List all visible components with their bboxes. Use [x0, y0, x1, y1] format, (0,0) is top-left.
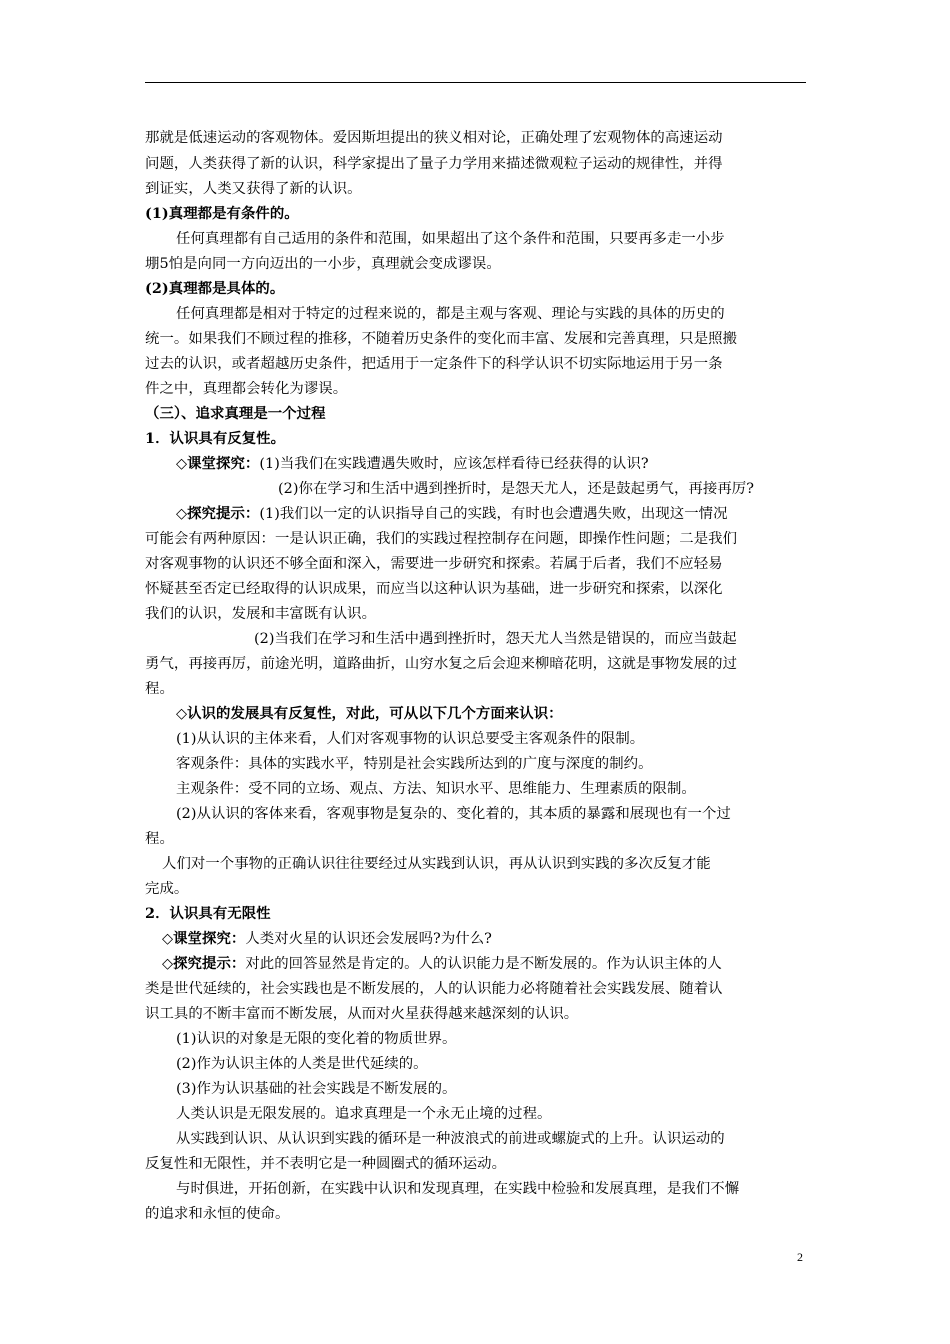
hint-label: ◇探究提示：	[162, 955, 246, 972]
paragraph-line: (1)认识的对象是无限的变化着的物质世界。	[176, 1031, 457, 1047]
inquiry-label: ◇课堂探究：	[176, 455, 260, 472]
paragraph-line: 过去的认识，或者超越历史条件，把适用于一定条件下的科学认识不切实际地运用于另一条	[145, 356, 723, 372]
paragraph-line: 怀疑甚至否定已经取得的认识成果，而应当以这种认识为基础，进一步研究和探索，以深化	[145, 581, 723, 597]
inquiry-question: (2)你在学习和生活中遇到挫折时，是怨天尤人，还是鼓起勇气，再接再厉?	[278, 481, 754, 497]
paragraph-line: 完成。	[145, 881, 189, 897]
paragraph-line: 到证实，人类又获得了新的认识。	[145, 181, 362, 197]
section-heading: (1)真理都是有条件的。	[145, 205, 299, 222]
paragraph-line: (1)从认识的主体来看，人们对客观事物的认识总要受主客观条件的限制。	[176, 731, 645, 747]
paragraph-line: 问题，人类获得了新的认识，科学家提出了量子力学用来描述微观粒子运动的规律性，并得	[145, 156, 723, 172]
paragraph-line: 那就是低速运动的客观物体。爱因斯坦提出的狭义相对论，正确处理了宏观物体的高速运动	[145, 130, 723, 146]
paragraph-line: 程。	[145, 681, 174, 697]
hint-text: 对此的回答显然是肯定的。人的认识能力是不断发展的。作为认识主体的人	[245, 956, 722, 972]
paragraph-line: 反复性和无限性，并不表明它是一种圆圈式的循环运动。	[145, 1156, 507, 1172]
paragraph-line: 从实践到认识、从认识到实践的循环是一种波浪式的前进或螺旋式的上升。认识运动的	[176, 1131, 725, 1147]
paragraph-line: (2)作为认识主体的人类是世代延续的。	[176, 1056, 428, 1072]
paragraph-line: 任何真理都是相对于特定的过程来说的，都是主观与客观、理论与实践的具体的历史的	[176, 306, 725, 322]
paragraph-line: 客观条件：具体的实践水平，特别是社会实践所达到的广度与深度的制约。	[176, 756, 653, 772]
header-rule	[145, 82, 806, 83]
paragraph-line: (2)从认识的客体来看，客观事物是复杂的、变化着的，其本质的暴露和展现也有一个过	[176, 806, 731, 822]
paragraph-line: (3)作为认识基础的社会实践是不断发展的。	[176, 1081, 457, 1097]
paragraph-line: 人类认识是无限发展的。追求真理是一个永无止境的过程。	[176, 1106, 552, 1122]
hint-label: ◇探究提示：	[176, 505, 260, 522]
paragraph-line: 我们的认识，发展和丰富既有认识。	[145, 606, 377, 622]
page-number: 2	[797, 1250, 803, 1264]
paragraph-line: 类是世代延续的，社会实践也是不断发展的，人的认识能力必将随着社会实践发展、随着认	[145, 981, 723, 997]
paragraph-line: 件之中，真理都会转化为谬误。	[145, 381, 348, 397]
section-heading: （三）、追求真理是一个过程	[145, 405, 326, 422]
section-heading: (2)真理都是具体的。	[145, 280, 285, 297]
paragraph-line: 堋5怕是向同一方向迈出的一小步，真理就会变成谬误。	[145, 256, 501, 272]
paragraph-line: 任何真理都有自己适用的条件和范围，如果超出了这个条件和范围，只要再多走一小步	[176, 231, 725, 247]
paragraph-line: 识工具的不断丰富而不断发展，从而对火星获得越来越深刻的认识。	[145, 1006, 579, 1022]
hint-text: (1)我们以一定的认识指导自己的实践，有时也会遭遇失败，出现这一情况	[259, 506, 728, 522]
section-heading: 1．认识具有反复性。	[145, 430, 286, 447]
hint-line	[176, 504, 728, 524]
inquiry-label: ◇课堂探究：	[162, 930, 246, 947]
paragraph-line: 程。	[145, 831, 174, 847]
paragraph-line: 人们对一个事物的正确认识往往要经过从实践到认识，再从认识到实践的多次反复才能	[162, 856, 711, 872]
hint-line	[162, 954, 722, 974]
paragraph-line: 统一。如果我们不顾过程的推移，不随着历史条件的变化而丰富、发展和完善真理，只是照搬	[145, 331, 738, 347]
section-heading: ◇认识的发展具有反复性，对此，可从以下几个方面来认识：	[176, 705, 563, 722]
paragraph-line: (2)当我们在学习和生活中遇到挫折时，怨天尤人当然是错误的，而应当鼓起	[254, 631, 737, 647]
paragraph-line: 勇气，再接再厉，前途光明，道路曲折，山穷水复之后会迎来柳暗花明，这就是事物发展的过	[145, 656, 738, 672]
inquiry-line	[176, 454, 649, 474]
paragraph-line: 与时俱进，开拓创新，在实践中认识和发现真理，在实践中检验和发展真理，是我们不懈	[176, 1181, 740, 1197]
paragraph-line: 的追求和永恒的使命。	[145, 1206, 290, 1222]
paragraph-line: 主观条件：受不同的立场、观点、方法、知识水平、思维能力、生理素质的限制。	[176, 781, 696, 797]
section-heading: 2．认识具有无限性	[145, 905, 271, 922]
paragraph-line: 对客观事物的认识还不够全面和深入，需要进一步研究和探索。若属于后者，我们不应轻易	[145, 556, 723, 572]
paragraph-line: 可能会有两种原因：一是认识正确，我们的实践过程控制存在问题，即操作性问题；二是我们	[145, 531, 738, 547]
inquiry-question: (1)当我们在实践遭遇失败时，应该怎样看待已经获得的认识?	[259, 456, 649, 472]
inquiry-line	[162, 929, 492, 949]
inquiry-question: 人类对火星的认识还会发展吗?为什么?	[245, 931, 492, 947]
